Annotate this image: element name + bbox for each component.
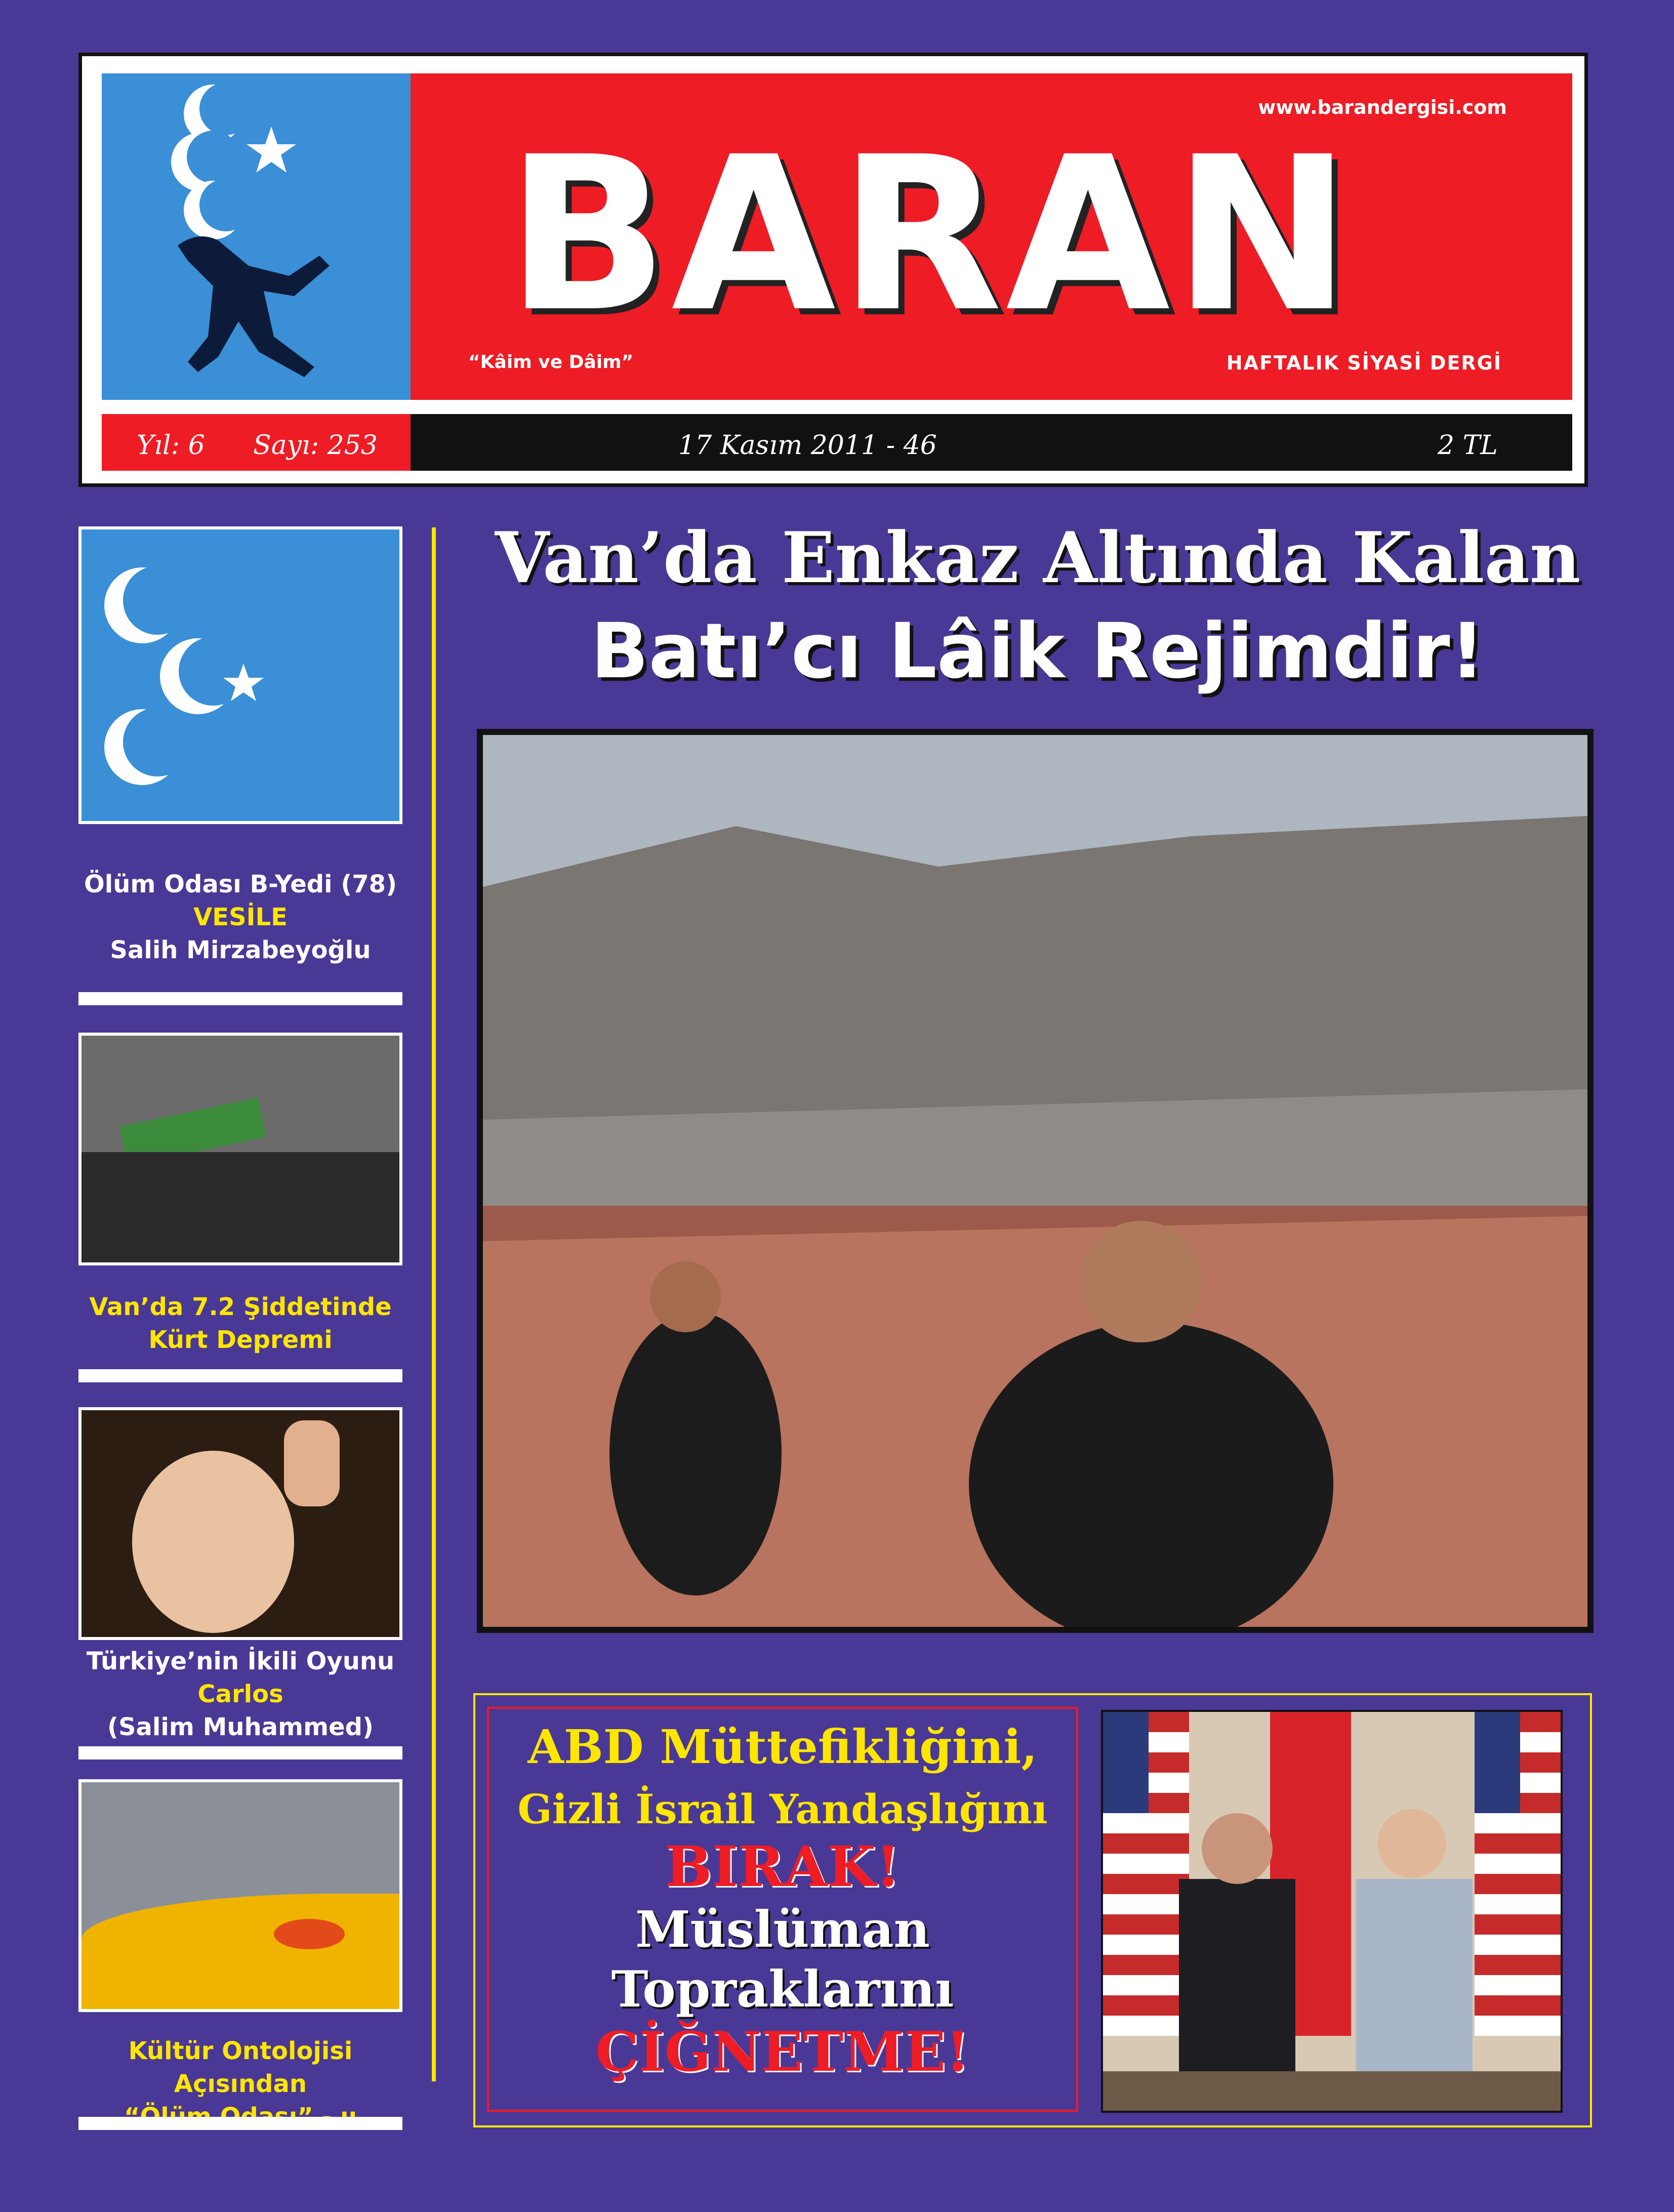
face-shape <box>132 1451 294 1633</box>
website-url[interactable]: www.barandergisi.com <box>1258 96 1507 118</box>
crescents-and-wolf-icon <box>102 73 411 400</box>
magazine-title: BARAN <box>506 111 1355 359</box>
year-label: Yıl: 6 <box>137 430 205 461</box>
headline-line-2[interactable]: Batı’cı Lâik Rejimdir! <box>591 607 1485 695</box>
feature-line-5: Topraklarını <box>611 1960 954 2019</box>
crescents-icon <box>81 529 399 821</box>
diplomats-photo[interactable] <box>1101 1710 1563 2113</box>
feature-line-6: ÇİĞNETME! <box>595 2020 970 2084</box>
masthead-flag <box>102 73 411 400</box>
yellow-wave-shape <box>81 1894 399 2009</box>
divider <box>78 992 402 1005</box>
carlos-photo[interactable] <box>78 1407 402 1640</box>
article-title-4[interactable]: Kültür Ontolojisi Açısından <box>128 2037 353 2098</box>
feature-line-2: Gizli İsrail Yandaşlığını <box>517 1785 1048 1833</box>
red-spot-shape <box>274 1919 345 1949</box>
price: 2 TL <box>1438 430 1498 461</box>
column-divider <box>432 527 436 2081</box>
rubble-scene <box>483 735 1587 1627</box>
flags-and-people <box>1103 1712 1561 2111</box>
issue-date: 17 Kasım 2011 - 46 <box>678 430 937 461</box>
crowd-shape <box>81 1152 399 1262</box>
feature-line-4: Müslüman <box>635 1901 930 1959</box>
headline-line-1[interactable]: Van’da Enkaz Altında Kalan <box>495 516 1581 599</box>
article-title-3[interactable]: Türkiye’nin İkili Oyunu Carlos (Salim Muhammed) <box>86 1647 395 1741</box>
divider <box>78 2117 402 2130</box>
us-flag-left-icon <box>1103 1712 1189 2036</box>
issue-number: Sayı: 253 <box>253 430 378 461</box>
feature-text-box[interactable] <box>487 1707 1078 2112</box>
feature-line-3: BIRAK! <box>665 1834 901 1900</box>
us-flag-right-icon <box>1475 1712 1561 2036</box>
article-title-1[interactable]: Ölüm Odası B-Yedi (78) VESİLE Salih Mirzabeyoğlu <box>84 870 397 964</box>
motto: “Kâim ve Dâim” <box>468 352 634 373</box>
funeral-photo[interactable] <box>78 1033 402 1265</box>
divider <box>78 1746 402 1759</box>
tagline: HAFTALIK SİYASİ DERGİ <box>1226 352 1502 374</box>
fist-shape <box>284 1420 340 1506</box>
date-bar <box>411 414 1572 471</box>
divider <box>78 1369 402 1382</box>
feature-line-1: ABD Müttefikliğini, <box>527 1719 1038 1774</box>
article-title-2[interactable]: Van’da 7.2 Şiddetinde Kürt Depremi <box>89 1293 392 1354</box>
painting-image[interactable] <box>78 1779 402 2012</box>
flag-image[interactable] <box>78 526 402 824</box>
earthquake-photo[interactable] <box>477 729 1594 1633</box>
